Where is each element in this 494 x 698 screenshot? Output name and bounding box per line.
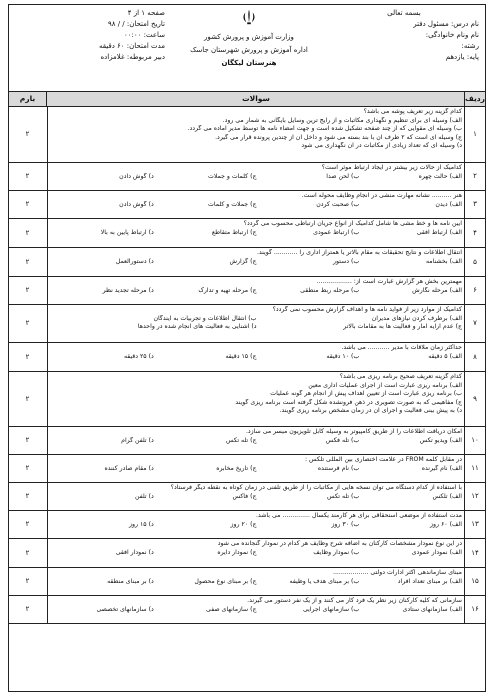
- option-c: ج) سازمانهای صفی: [206, 605, 257, 613]
- score-cell: ۲: [25, 464, 30, 473]
- option-b: ب) ارتباط عمودی: [313, 228, 360, 236]
- option-c: ج) نمودار دایره: [217, 548, 257, 556]
- row-number: ۳: [464, 191, 485, 218]
- option-c: ج) عدم ارایه آمار و فعالیت ها به مقامات بالاتر: [343, 323, 462, 331]
- ministry-name: وزارت آموزش و پرورش کشور: [204, 33, 294, 41]
- row-number: ۵: [464, 248, 485, 276]
- table-row: [9, 219, 485, 248]
- row-number: ۱۳: [464, 511, 485, 538]
- options-line: [51, 606, 462, 615]
- row-number: ۴: [464, 219, 485, 247]
- option-c: ج) فاکس: [232, 492, 257, 500]
- question-cell: [47, 511, 465, 538]
- table-row: [9, 163, 485, 191]
- options-line: [51, 465, 462, 474]
- name-label: نام ونام خانوادگی:: [425, 31, 479, 39]
- option-b: ب) صحبت کردن: [316, 200, 360, 208]
- question-text: کدامیک از موارد زیر از فواید نامه ها و اهداف گزارش محسوب نمی گردد؟: [272, 306, 462, 313]
- row-number: ۱: [464, 107, 485, 162]
- options-line: [51, 201, 462, 210]
- exam-time: ساعت: ۰۰:۰۰: [123, 31, 165, 39]
- questions-table: [9, 91, 485, 624]
- option-d: د) ۲۵ دقیقه: [123, 352, 154, 360]
- option-a: الف) ارتباط افقی: [416, 228, 462, 236]
- option-c: ج) کلمات و جملات: [208, 172, 257, 180]
- score-cell: ۲: [25, 200, 30, 209]
- question-cell: [47, 107, 465, 162]
- header-institution: [169, 8, 329, 69]
- options-line: [51, 521, 462, 530]
- table-row: [9, 305, 485, 343]
- option-d: د) بر مبنای منطقه: [107, 577, 154, 585]
- table-row: [9, 343, 485, 372]
- option-c: ج) جملات و کلمات: [208, 200, 257, 208]
- table-row: [9, 455, 485, 483]
- score-cell: ۲: [25, 394, 30, 403]
- score-cell: ۲: [25, 352, 30, 361]
- row-number: ۲: [464, 163, 485, 190]
- question-cell: [47, 568, 465, 595]
- table-row: [9, 539, 485, 568]
- header-exam-info: [15, 8, 165, 63]
- option-c: ج) مرحله تهیه و تدارک: [198, 286, 257, 294]
- row-number: ۶: [464, 277, 485, 304]
- question-cell: [47, 427, 465, 454]
- exam-date: تاریخ امتحان: / / ۹۸: [107, 20, 165, 28]
- iran-emblem-icon: [240, 8, 258, 26]
- option-d: د) به پیش بینی فعالیت و اجرای آن در زمان مشخص برنامه ریزی گویند.: [279, 407, 462, 415]
- option-c: ج) ۲۰ روز: [230, 520, 257, 528]
- field-label: رشته:: [461, 42, 479, 50]
- table-row: [9, 372, 485, 427]
- question-cell: [47, 277, 465, 304]
- table-row: [9, 596, 485, 624]
- option-a: الف) ۵ دقیقه: [428, 352, 462, 360]
- row-number: ۷: [464, 305, 485, 342]
- row-number: ۱۵: [464, 568, 485, 595]
- question-text: کدامیک از حالات زیر بیشتر در ایجاد ارتباط موثر است؟: [321, 164, 462, 171]
- row-number: ۱۰: [464, 427, 485, 454]
- option-a: الف) سازمانهای ستادی: [402, 605, 462, 613]
- question-text: در مقابل کلمه FROM در علامت اختصاری بین المللی تلکس :: [304, 456, 462, 463]
- score-cell: ۲: [25, 319, 30, 328]
- question-cell: [47, 191, 465, 218]
- question-cell: [47, 539, 465, 567]
- options-line: [51, 323, 462, 332]
- table-row: [9, 277, 485, 305]
- option-a: الف) تلکس: [432, 492, 462, 500]
- table-header: [9, 92, 485, 107]
- option-d: د) ۱۵ روز: [129, 520, 154, 528]
- option-c: ج) تاریخ مخابره: [216, 464, 257, 472]
- options-line: [51, 315, 462, 324]
- option-b: ب) مرحله ربط منطقی: [300, 286, 360, 294]
- option-a: الف) ویدیو تکس: [419, 436, 462, 444]
- question-cell: [47, 248, 465, 276]
- question-text: مهمترین بخش هر گزارش عبارت است از: ..................: [316, 278, 462, 285]
- options-line: [51, 549, 462, 558]
- subject-label: نام درس: مسئول دفتر: [413, 20, 479, 28]
- question-text: کدام گزینه زیر تعریف پوشه می باشد؟: [363, 108, 462, 115]
- score-cell: ۲: [25, 605, 30, 614]
- option-c: ج) ۱۵ دقیقه: [225, 352, 257, 360]
- question-text: هنر .......... نشانه مهارت منشی در انجام وظایف محوله است.: [301, 192, 462, 199]
- office-name: اداره آموزش و پرورش شهرستان جاسک: [190, 46, 308, 54]
- option-c: ج) گزارش: [229, 257, 257, 265]
- option-a: الف) بر مبنای تعداد افراد: [397, 577, 462, 585]
- table-row: [9, 191, 485, 219]
- row-number: ۱۱: [464, 455, 485, 482]
- question-cell: [47, 372, 465, 426]
- page-number: صفحه ۱ از ۴: [127, 9, 165, 17]
- grade-label: پایه: یازدهم: [445, 53, 479, 61]
- question-cell: [47, 455, 465, 482]
- score-cell: ۲: [25, 130, 30, 139]
- options-line: [51, 287, 462, 296]
- question-cell: [47, 483, 465, 510]
- table-row: [9, 511, 485, 539]
- option-c: ج) بر مبنای نوع محصول: [194, 577, 257, 585]
- option-c: ج) مفاهیمی که به صورت تصویری در ذهن فرونشده شکل گرفته است برنامه ریزی گویند: [235, 398, 462, 406]
- question-cell: [47, 163, 465, 190]
- options-line: [51, 229, 462, 238]
- option-d: د) آشنایی به فعالیت های انجام شده در واحدها: [137, 323, 257, 331]
- option-b: ب) نمودار وظایف: [313, 548, 360, 556]
- question-text: سازمانی که کلیه کارکنان زیر نظر یک فرد کار می کنند و از یک نفر دستور می گیرند.: [247, 597, 462, 604]
- option-b: ب) تله فکس: [325, 436, 360, 444]
- option-d: د) وسیله ای که تعداد زیادی از مکاتبات در آن نگهداری می شود: [301, 142, 462, 150]
- option-b: ب) ۳۰ روز: [331, 520, 360, 528]
- option-b: ب) بر مبنای هدف یا وظیفه: [289, 577, 360, 585]
- option-d: د) دستورالعمل: [115, 257, 154, 265]
- option-c: ج) ارتباط متقاطع: [211, 228, 257, 236]
- table-row: [9, 483, 485, 511]
- header-score: بارم: [19, 94, 36, 103]
- option-d: د) نمودار افقی: [115, 548, 154, 556]
- option-a: الف) برنامه ریزی عبارت است از اجرای عملیات اداری معین: [308, 381, 462, 389]
- option-b: ب) سازمانهای اجرایی: [302, 605, 360, 613]
- options-line: [51, 353, 462, 362]
- question-text: آیین نامه ها و خط مشی ها شامل کدامیک از انواع جریان ارتباطی محسوب می گردد؟: [243, 220, 462, 227]
- score-cell: ۲: [25, 436, 30, 445]
- score-cell: ۲: [25, 520, 30, 529]
- option-a: الف) بخشنامه: [425, 257, 462, 265]
- option-d: د) گوش دادن: [119, 200, 154, 208]
- school-name: هنرستان لیکگان: [221, 59, 277, 67]
- options-line: [51, 578, 462, 587]
- header-questions: سوالات: [46, 92, 465, 106]
- question-text: کدام گزینه تعریف صحیح برنامه ریزی می باشد؟: [339, 373, 462, 380]
- option-a: الف) مرحله نگارش: [412, 286, 462, 294]
- option-b: ب) لحن صدا: [326, 172, 360, 180]
- exam-sheet: [8, 4, 486, 692]
- option-b: ب) نام فرستنده: [317, 464, 360, 472]
- option-a: الف) نمودار عمودی: [411, 548, 462, 556]
- option-b: ب) تله تکس: [326, 492, 360, 500]
- option-b: ب) انتقال اطلاعات و تجربیات به آیندگان: [153, 314, 257, 322]
- option-a: الف) ۶۰ روز: [430, 520, 462, 528]
- question-text: حداکثر زمان ملاقات با مدیر ........... می باشد.: [341, 344, 462, 351]
- question-text: امکان دریافت اطلاعات را از طریق کامپیوتر به وسیله کابل تلویزیون میسر می سازد.: [245, 428, 462, 435]
- table-row: [9, 427, 485, 455]
- option-b: ب) دستور: [333, 257, 360, 265]
- option-d: د) مقام صادر کننده: [104, 464, 154, 472]
- exam-header: [9, 5, 485, 91]
- score-cell: ۲: [25, 228, 30, 237]
- row-number: ۹: [464, 372, 485, 426]
- basmala: بسمه تعالی: [387, 9, 421, 17]
- row-number: ۱۴: [464, 539, 485, 567]
- option-a: الف) دیدن: [435, 200, 462, 208]
- option-b: ب) وسیله ای مقوایی که از چند صفحه تشکیل شده است و جهت امضاء نامه ها توسط مدیر آماده می گردد.: [187, 125, 462, 133]
- header-row-number: ردیف: [464, 92, 485, 106]
- exam-duration: مدت امتحان: ۶۰ دقیقه: [98, 42, 165, 50]
- option-c: ج) وسیله ای است که ۲ طرف آن با بند بسته می شود و داخل آن از چندین پرونده قرار می گیرد.: [215, 133, 462, 141]
- score-cell: ۲: [25, 548, 30, 557]
- question-text: مدت استفاده از موضعی استحقاقی برای هر کارمند یکسال .............. می باشد.: [256, 512, 462, 519]
- table-row: [9, 107, 485, 163]
- option-b: ب) ۱۰ دقیقه: [326, 352, 360, 360]
- question-cell: [47, 596, 465, 623]
- option-d: د) مرحله تجدید نظر: [102, 286, 154, 294]
- score-cell: ۲: [25, 492, 30, 501]
- header-student-info: [329, 8, 479, 63]
- option-d: د) تلفن گرام: [121, 436, 154, 444]
- option-a: الف) حالت چهره: [418, 172, 462, 180]
- option-d: د) ارتباط پایین به بالا: [100, 228, 154, 236]
- option-a: الف) وسیله ای برای تنظیم و نگهداری مکاتبات و از رایج ترین وسایل بایگانی به شمار می رود.: [222, 116, 462, 124]
- options-line: [51, 173, 462, 182]
- question-cell: [47, 219, 465, 247]
- option-d: د) گوش دادن: [119, 172, 154, 180]
- score-cell: ۲: [25, 577, 30, 586]
- row-number: ۸: [464, 343, 485, 371]
- question-text: مبنای سازماندهی اکثر ادارات دولتی ..................: [333, 569, 462, 576]
- option-d: د) تلفن: [135, 492, 154, 500]
- option-a: الف) نام گیرنده: [421, 464, 462, 472]
- options-line: [51, 258, 462, 267]
- options-line: [51, 493, 462, 502]
- question-text: با استفاده از کدام دستگاه می توان نسخه هایی از مکاتبات را از طریق تلفنی در زمان کوتاه به نقطه دیگر فرستاد؟: [170, 484, 462, 491]
- score-cell: ۲: [25, 172, 30, 181]
- row-number: ۱۲: [464, 483, 485, 510]
- score-cell: ۲: [25, 257, 30, 266]
- table-row: [9, 248, 485, 277]
- score-cell: ۲: [25, 286, 30, 295]
- options-line: [51, 437, 462, 446]
- row-number: ۱۶: [464, 596, 485, 623]
- question-text: انتقال اطلاعات و نتایج تحقیقات به مقام بالاتر یا همتراز اداری را ............ گویند.: [256, 249, 462, 256]
- table-row: [9, 568, 485, 596]
- question-cell: [47, 343, 465, 371]
- option-b: ب) برنامه ریزی عبارت است از تعیین اهداف پیش از انجام هر گونه عملیات: [270, 390, 462, 398]
- teacher-name: دبیر مربوطه: غلامزاده: [100, 53, 165, 61]
- question-text: در این نوع نمودار مشخصات کارکنان به اضافه شرح وظایف هر کدام در نمودار گنجانده می شود: [217, 540, 462, 547]
- question-cell: [47, 305, 465, 342]
- option-a: الف) برطرف کردن نیازهای مدیران: [371, 314, 462, 322]
- option-d: د) سازمانهای تخصصی: [96, 605, 154, 613]
- option-c: ج) تله تکس: [226, 436, 257, 444]
